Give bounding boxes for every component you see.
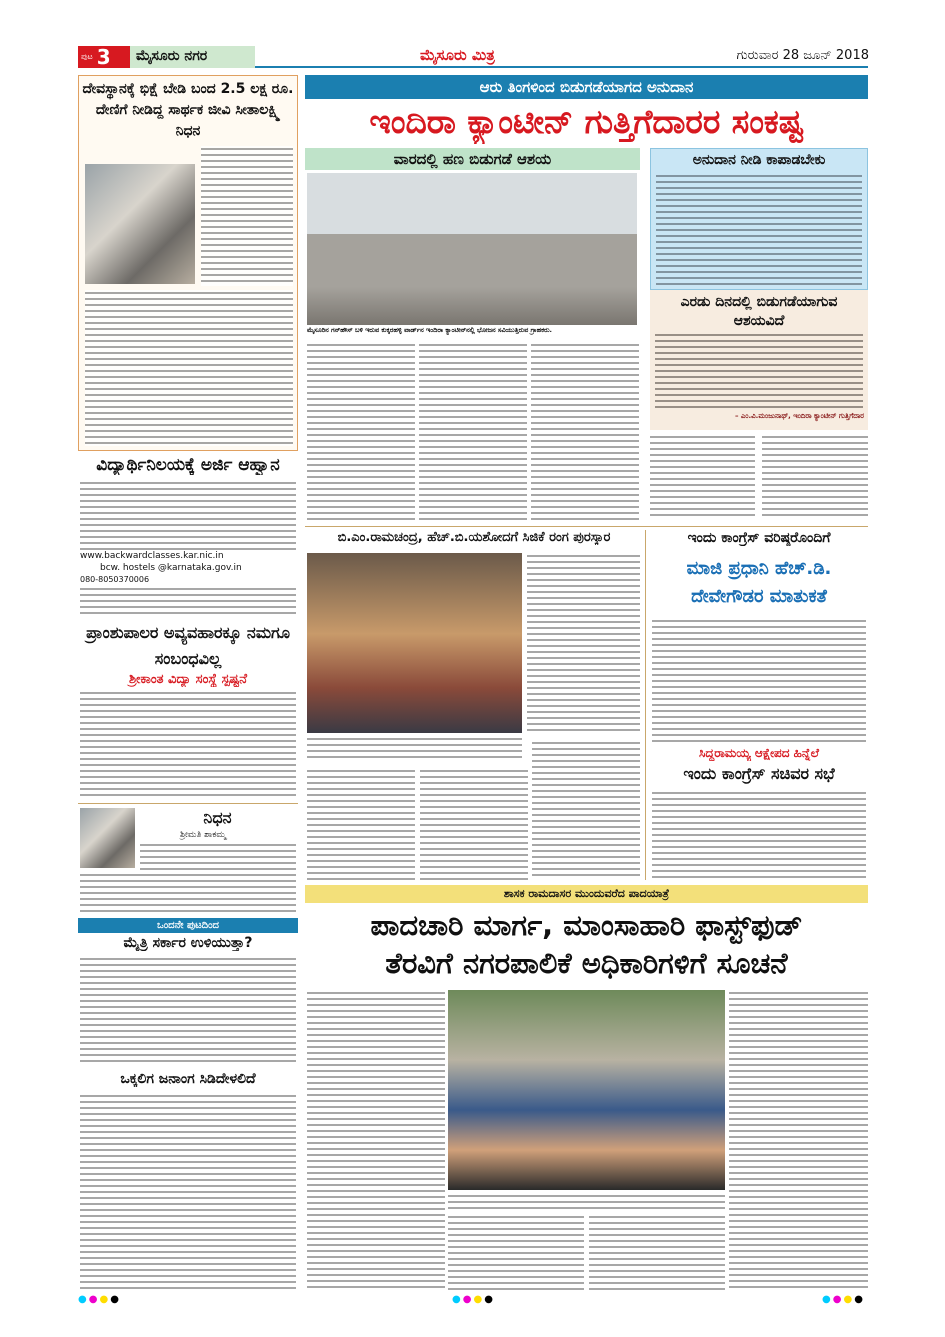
sidebar-box-grant	[650, 148, 868, 290]
article-body-text	[762, 434, 868, 520]
divider	[305, 526, 868, 527]
article-body-text	[307, 990, 445, 1290]
story-headline: ಪ್ರಾಂಶುಪಾಲರ ಅವ್ಯವಹಾರಕ್ಕೂ ನಮಗೂ ಸಂಬಂಧವಿಲ್ಲ	[86, 623, 290, 668]
obituary-title: ನಿಧನ	[203, 808, 232, 827]
article-body-text	[527, 553, 640, 733]
politics-subhead: ಇಂದು ಕಾಂಗ್ರೆಸ್ ಸಚಿವರ ಸಭೆ	[683, 764, 835, 783]
article-body-text	[448, 1214, 584, 1290]
article-body-text	[531, 342, 639, 520]
masthead: ಮೈಸೂರು ಮಿತ್ರ	[420, 46, 495, 64]
lead-kicker: ಆರು ತಿಂಗಳಿಂದ ಬಿಡುಗಡೆಯಾಗದ ಅನುದಾನ	[305, 75, 868, 99]
article-body-text	[201, 146, 293, 286]
article-body-text	[652, 618, 866, 743]
photo-caption	[307, 736, 522, 762]
lead-subhead: ವಾರದಲ್ಲಿ ಹಣ ಬಿಡುಗಡೆ ಆಶಯ	[305, 148, 640, 170]
article-body-text	[80, 586, 296, 614]
article-body-text	[656, 173, 862, 285]
article-body-text	[307, 768, 415, 880]
photo-seethalakshmi	[85, 164, 195, 284]
hostel-phone: 080-8050370006	[80, 575, 150, 584]
article-body-text	[80, 480, 296, 550]
politics-subkicker: ಸಿದ್ದರಾಮಯ್ಯ ಆಕ್ಷೇಪದ ಹಿನ್ನೆಲೆ	[699, 746, 819, 760]
page-number-box	[78, 46, 130, 68]
divider	[78, 803, 298, 804]
article-body-text	[420, 768, 528, 880]
header-rule	[255, 66, 868, 68]
article-body-text	[80, 956, 296, 1066]
story-seethalakshmi	[78, 75, 298, 451]
bottom-kicker: ಶಾಸಕ ರಾಮದಾಸರ ಮುಂದುವರೆದ ಪಾದಯಾತ್ರೆ	[305, 885, 868, 903]
article-body-text	[652, 790, 866, 880]
article-body-text	[307, 342, 415, 520]
article-body-text	[650, 434, 755, 520]
lead-headline: ಇಂದಿರಾ ಕ್ಯಾಂಟೀನ್ ಗುತ್ತಿಗೆದಾರರ ಸಂಕಷ್ಟ	[369, 102, 804, 141]
box-attribution: – ಎಂ.ವಿ.ಮಂಜುನಾಥ್, ಇಂದಿರಾ ಕ್ಯಾಂಟೀನ್ ಗುತ್ತಿಗೆದಾರ	[734, 412, 864, 420]
article-body-text	[419, 342, 527, 520]
registration-marks: ●●●●	[452, 1294, 495, 1305]
date: ಗುರುವಾರ 28 ಜೂನ್ 2018	[736, 48, 869, 63]
hostel-website-link[interactable]: www.backwardclasses.kar.nic.in	[80, 551, 224, 561]
box-title: ಎರಡು ದಿನದಲ್ಲಿ ಬಿಡುಗಡೆಯಾಗುವ ಆಶಯವಿದೆ	[680, 294, 838, 329]
photo-indira-canteen	[307, 173, 637, 325]
article-body-text	[80, 872, 296, 914]
hostel-email: bcw. hostels @karnataka.gov.in	[100, 563, 242, 573]
article-body-text	[80, 690, 296, 800]
politics-headline: ಮಾಜಿ ಪ್ರಧಾನಿ ಹೆಚ್.ಡಿ. ದೇವೇಗೌಡರ ಮಾತುಕತೆ	[686, 558, 832, 607]
section-label: ಮೈಸೂರು ನಗರ	[130, 46, 255, 68]
story-headline: ದೇವಸ್ಥಾನಕ್ಕೆ ಭಿಕ್ಷೆ ಬೇಡಿ ಬಂದ 2.5 ಲಕ್ಷ ರೂ. ದೇಣಿಗೆ ನೀಡಿದ್ದ ಸಾರ್ಥಕ ಜೀವಿ ಸೀತಾಲಕ್ಷ್ಮಿ ನಿಧನ	[82, 81, 294, 139]
page-label: ಪುಟ	[81, 52, 93, 61]
story-subhead: ಒಕ್ಕಲಿಗ ಜನಾಂಗ ಸಿಡಿದೇಳಲಿದೆ	[120, 1071, 256, 1087]
article-body-text	[85, 290, 293, 446]
story-subhead: ಶ್ರೀಕಾಂತ ವಿದ್ಯಾ ಸಂಸ್ಥೆ ಸ್ಪಷ್ಟನೆ	[128, 672, 248, 687]
continued-bar: ಒಂದನೇ ಪುಟದಿಂದ	[78, 918, 298, 933]
article-body-text	[80, 1093, 296, 1289]
award-headline: ಬಿ.ಎಂ.ರಾಮಚಂದ್ರ, ಹೆಚ್.ಬಿ.ಯಶೋದಗೆ ಸಿಜಿಕೆ ರಂಗ ಪುರಸ್ಕಾರ	[337, 530, 611, 545]
registration-marks: ●●●●	[822, 1294, 865, 1305]
bottom-headline-line1: ಪಾದಚಾರಿ ಮಾರ್ಗ, ಮಾಂಸಾಹಾರಿ ಫಾಸ್ಟ್‌ಫುಡ್	[370, 908, 803, 942]
article-body-text	[532, 740, 640, 880]
divider	[645, 530, 646, 880]
photo-award-group	[307, 553, 522, 733]
registration-marks: ●●●●	[78, 1294, 121, 1305]
article-body-text	[655, 332, 863, 410]
sidebar-box-release	[650, 290, 868, 430]
page-number: 3	[96, 45, 111, 69]
photo-caption	[448, 1193, 725, 1211]
article-body-text	[729, 990, 868, 1290]
politics-kicker: ಇಂದು ಕಾಂಗ್ರೆಸ್ ವರಿಷ್ಠರೊಂದಿಗೆ	[687, 530, 831, 546]
obituary-name: ಶ್ರೀಮತಿ ಶಾಕಮ್ಮ	[180, 830, 227, 840]
story-headline: ವಿದ್ಯಾರ್ಥಿನಿಲಯಕ್ಕೆ ಅರ್ಜಿ ಆಹ್ವಾನ	[96, 455, 280, 475]
photo-padayatra	[448, 990, 725, 1190]
story-headline: ಮೈತ್ರಿ ಸರ್ಕಾರ ಉಳಿಯುತ್ತಾ?	[123, 935, 253, 951]
photo-caption: ಮೈಸೂರಿನ ಗನ್‌ಹೌಸ್ ಬಳಿ ಇರುವ ಕುಕ್ಕರಹಳ್ಳಿ ವಾರ್ಡ್‌ನ ಇಂದಿರಾ ಕ್ಯಾಂಟೀನ್‌ನಲ್ಲಿ ಭೋಜನ ಸವಿಯುತ್ತಿರುವ ಗ್ರಾಹಕರು.	[307, 326, 553, 334]
bottom-headline-line2: ತೆರವಿಗೆ ನಗರಪಾಲಿಕೆ ಅಧಿಕಾರಿಗಳಿಗೆ ಸೂಚನೆ	[385, 946, 788, 980]
article-body-text	[140, 842, 296, 870]
obituary-photo	[80, 808, 135, 868]
article-body-text	[589, 1214, 725, 1290]
box-title: ಅನುದಾನ ನೀಡಿ ಕಾಪಾಡಬೇಕು	[692, 152, 826, 168]
